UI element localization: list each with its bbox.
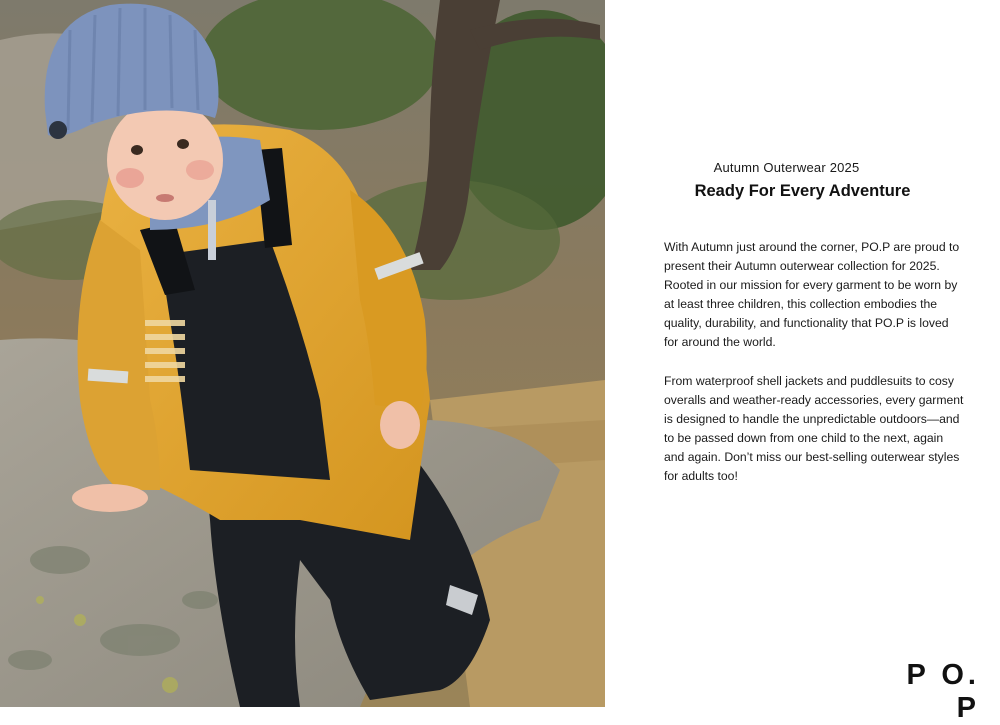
collection-kicker-text: Autumn Outerwear 2025 — [713, 160, 860, 175]
paragraph-intro: With Autumn just around the corner, PO.P are proud to present their Autumn outerwear collection for 2025. Rooted in our mission for every garment to be worn by at least three children, this collection embodies the quality, durability, and functionality that PO.P is loved for around the world. — [664, 240, 960, 350]
page-title: Ready For Every Adventure — [694, 182, 911, 200]
text-panel — [605, 0, 1000, 724]
collection-kicker — [605, 160, 1000, 175]
brand-logo: P O. P — [906, 659, 980, 724]
body-copy — [664, 238, 964, 486]
paragraph-details: From waterproof shell jackets and puddlesuits to cosy overalls and weather-ready accessories, every garment is designed to handle the unpredictable outdoors—and to be passed down from one child to the next, again and again. Don’t miss our best-selling outerwear styles for adults too! — [664, 373, 964, 484]
